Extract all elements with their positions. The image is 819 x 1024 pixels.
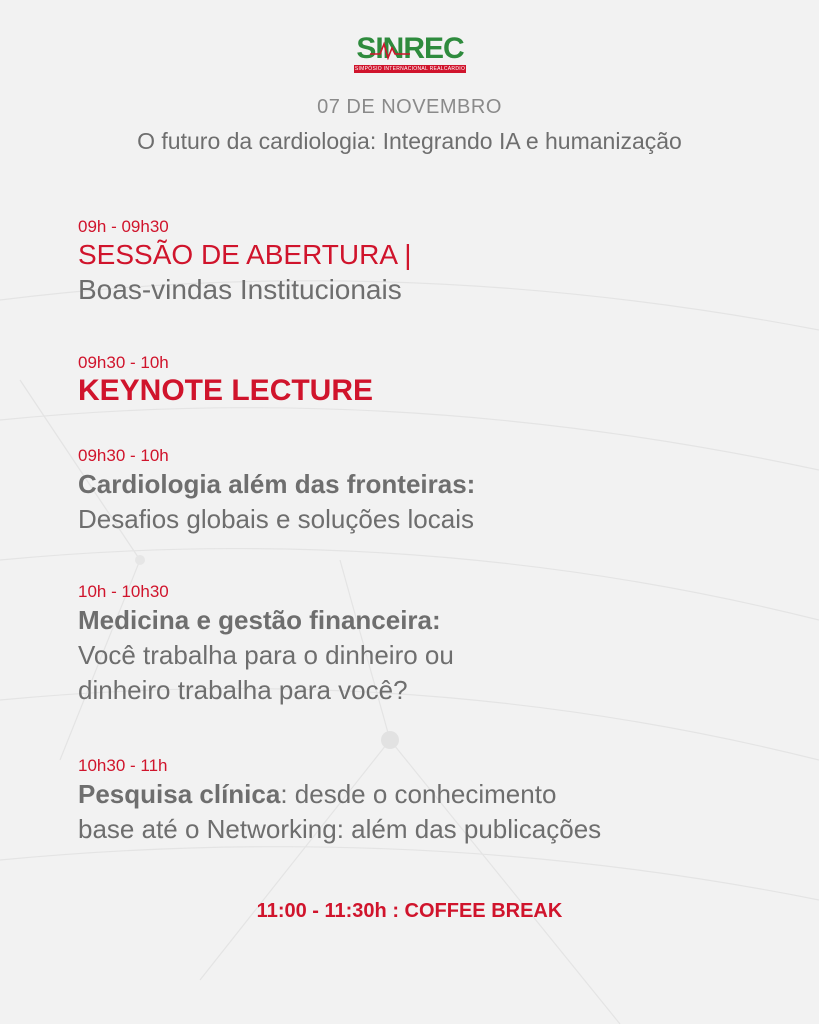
session-description: Desafios globais e soluções locais [78, 504, 474, 534]
session-time: 10h30 - 11h [78, 756, 168, 775]
session-description: base até o Networking: além das publicações [78, 814, 602, 844]
heartbeat-icon [370, 40, 410, 60]
session-subtitle: Boas-vindas Institucionais [78, 274, 402, 305]
session-time: 09h30 - 10h [78, 353, 169, 372]
session-title: SESSÃO DE ABERTURA | [78, 239, 412, 270]
schedule-item [78, 352, 373, 408]
schedule-item [78, 581, 454, 708]
logo-subtitle: SIMPÓSIO INTERNACIONAL REALCARDIO [354, 66, 466, 72]
session-title: KEYNOTE LECTURE [78, 374, 374, 407]
sinrec-logo [352, 34, 468, 74]
logo-wordmark: SINREC [356, 32, 464, 65]
session-time: 09h - 09h30 [78, 217, 169, 236]
session-time: 10h - 10h30 [78, 582, 169, 601]
session-time: 09h30 - 10h [78, 446, 169, 465]
event-date: 07 DE NOVEMBRO [317, 96, 502, 118]
session-description: Você trabalha para o dinheiro ou [78, 640, 454, 670]
schedule-item [78, 216, 412, 307]
session-description: dinheiro trabalha para você? [78, 675, 408, 705]
session-title: Medicina e gestão financeira: [78, 605, 441, 635]
session-title: Pesquisa clínica: desde o conhecimento [78, 779, 557, 809]
event-theme: O futuro da cardiologia: Integrando IA e humanização [137, 128, 682, 154]
schedule-item [78, 445, 475, 537]
coffee-break: 11:00 - 11:30h : COFFEE BREAK [256, 900, 563, 922]
session-title: Cardiologia além das fronteiras: [78, 469, 476, 499]
schedule-item [78, 755, 601, 847]
